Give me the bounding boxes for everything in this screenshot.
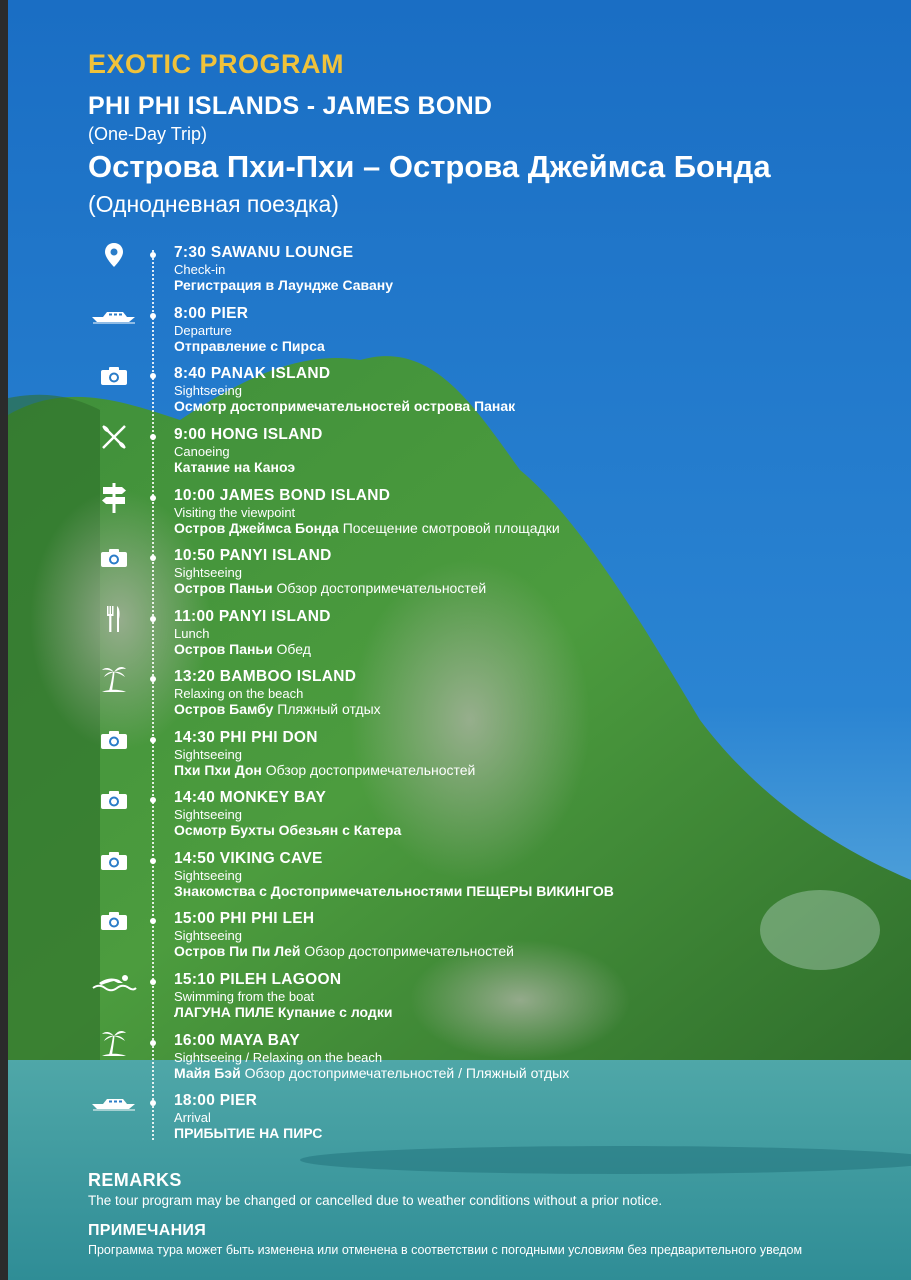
timeline-dot: [150, 979, 156, 985]
remarks-heading-en: REMARKS: [88, 1170, 182, 1190]
itinerary-item: [0, 244, 911, 304]
itinerary-item: [0, 971, 911, 1031]
timeline-dot: [150, 797, 156, 803]
stop-activity-ru: Осмотр достопримечательностей острова Панак: [174, 398, 516, 414]
itinerary-item: [0, 608, 911, 668]
stop-activity-ru: Остров Паньи Обед: [174, 641, 311, 657]
stop-activity-ru: Остров Паньи Обзор достопримечательностей: [174, 580, 487, 596]
remarks-text-en: The tour program may be changed or cancelled due to weather conditions without a prior notice.: [88, 1193, 663, 1208]
stop-time: 18:00 PIER: [174, 1092, 258, 1109]
stop-activity-en: Sightseeing: [174, 383, 242, 398]
itinerary-item: [0, 729, 911, 789]
stop-time: 10:00 JAMES BOND ISLAND: [174, 487, 391, 504]
camera-icon: [91, 908, 137, 934]
location-pin-icon: [91, 242, 137, 268]
timeline-dot: [150, 918, 156, 924]
stop-activity-ru: Майя Бэй Обзор достопримечательностей / Пляжный отдых: [174, 1065, 570, 1081]
stop-activity-en: Sightseeing: [174, 928, 242, 943]
camera-icon: [91, 545, 137, 571]
stop-time: 14:30 PHI PHI DON: [174, 729, 318, 746]
itinerary-item: [0, 850, 911, 910]
stop-activity-en: Sightseeing: [174, 747, 242, 762]
cutlery-icon: [91, 606, 137, 632]
page-subtitle-ru: (Однодневная поездка): [88, 191, 339, 217]
remarks-heading-ru: ПРИМЕЧАНИЯ: [88, 1222, 207, 1239]
boat-icon: [91, 303, 137, 329]
signpost-icon: [91, 485, 137, 511]
itinerary-item: [0, 487, 911, 547]
swimmer-icon: [91, 969, 137, 995]
timeline-dot: [150, 252, 156, 258]
stop-activity-ru: ПРИБЫТИЕ НА ПИРС: [174, 1125, 323, 1141]
page-title-en: PHI PHI ISLANDS - JAMES BOND: [88, 92, 493, 120]
stop-activity-ru: Остров Джеймса Бонда Посещение смотровой площадки: [174, 520, 560, 536]
timeline-dot: [150, 1040, 156, 1046]
itinerary-item: [0, 365, 911, 425]
camera-icon: [91, 787, 137, 813]
stop-activity-ru: Отправление с Пирса: [174, 338, 325, 354]
stop-activity-en: Sightseeing / Relaxing on the beach: [174, 1050, 383, 1065]
stop-activity-ru: ЛАГУНА ПИЛЕ Купание с лодки: [174, 1004, 393, 1020]
itinerary-item: [0, 1032, 911, 1092]
stop-activity-en: Sightseeing: [174, 868, 242, 883]
stop-activity-ru: Регистрация в Лаундже Савану: [174, 277, 393, 293]
stop-time: 15:10 PILEH LAGOON: [174, 971, 342, 988]
itinerary-item: [0, 789, 911, 849]
itinerary-item: [0, 305, 911, 365]
timeline-dot: [150, 858, 156, 864]
stop-time: 13:20 BAMBOO ISLAND: [174, 668, 357, 685]
stop-activity-en: Swimming from the boat: [174, 989, 315, 1004]
stop-activity-ru: Катание на Каноэ: [174, 459, 296, 475]
timeline-dot: [150, 676, 156, 682]
timeline-dot: [150, 313, 156, 319]
palm-tree-icon: [91, 1030, 137, 1056]
itinerary-item: [0, 668, 911, 728]
stop-activity-ru: Остров Пи Пи Лей Обзор достопримечательностей: [174, 943, 515, 959]
stop-activity-en: Departure: [174, 323, 232, 338]
stop-time: 8:00 PIER: [174, 305, 249, 322]
camera-icon: [91, 727, 137, 753]
timeline-dot: [150, 616, 156, 622]
stop-time: 14:40 MONKEY BAY: [174, 789, 327, 806]
camera-icon: [91, 848, 137, 874]
stop-activity-en: Canoeing: [174, 444, 230, 459]
stop-time: 10:50 PANYI ISLAND: [174, 547, 332, 564]
palm-tree-icon: [91, 666, 137, 692]
stop-time: 8:40 PANAK ISLAND: [174, 365, 331, 382]
stop-activity-en: Sightseeing: [174, 807, 242, 822]
stop-activity-en: Arrival: [174, 1110, 211, 1125]
stop-activity-ru: Знакомства с Достопримечательностями ПЕЩЕРЫ ВИКИНГОВ: [174, 883, 614, 899]
page-title-ru: Острова Пхи-Пхи – Острова Джеймса Бонда: [88, 149, 771, 184]
stop-time: 9:00 HONG ISLAND: [174, 426, 323, 443]
itinerary-item: [0, 426, 911, 486]
program-label: EXOTIC PROGRAM: [88, 49, 345, 79]
remarks-text-ru: Программа тура может быть изменена или отменена в соответствии с погодными условиям без предварительного уведом: [88, 1243, 803, 1257]
stop-activity-en: Check-in: [174, 262, 226, 277]
stop-activity-en: Visiting the viewpoint: [174, 505, 296, 520]
timeline-dot: [150, 373, 156, 379]
timeline-dot: [150, 737, 156, 743]
stop-time: 15:00 PHI PHI LEH: [174, 910, 315, 927]
timeline-dot: [150, 434, 156, 440]
timeline-dot: [150, 495, 156, 501]
stop-activity-en: Lunch: [174, 626, 210, 641]
timeline-dot: [150, 555, 156, 561]
timeline-dot: [150, 1100, 156, 1106]
page-subtitle-en: (One-Day Trip): [88, 124, 208, 144]
itinerary-item: [0, 910, 911, 970]
stop-time: 16:00 MAYA BAY: [174, 1032, 300, 1049]
itinerary-item: [0, 547, 911, 607]
stop-activity-en: Relaxing on the beach: [174, 686, 304, 701]
stop-activity-ru: Пхи Пхи Дон Обзор достопримечательностей: [174, 762, 476, 778]
kayak-icon: [91, 424, 137, 450]
stop-time: 7:30 SAWANU LOUNGE: [174, 244, 354, 261]
stop-activity-ru: Остров Бамбу Пляжный отдых: [174, 701, 381, 717]
itinerary-item: [0, 1092, 911, 1152]
stop-activity-en: Sightseeing: [174, 565, 242, 580]
camera-icon: [91, 363, 137, 389]
stop-time: 11:00 PANYI ISLAND: [174, 608, 331, 625]
stop-activity-ru: Осмотр Бухты Обезьян с Катера: [174, 822, 402, 838]
stop-time: 14:50 VIKING CAVE: [174, 850, 323, 867]
boat-icon: [91, 1090, 137, 1116]
